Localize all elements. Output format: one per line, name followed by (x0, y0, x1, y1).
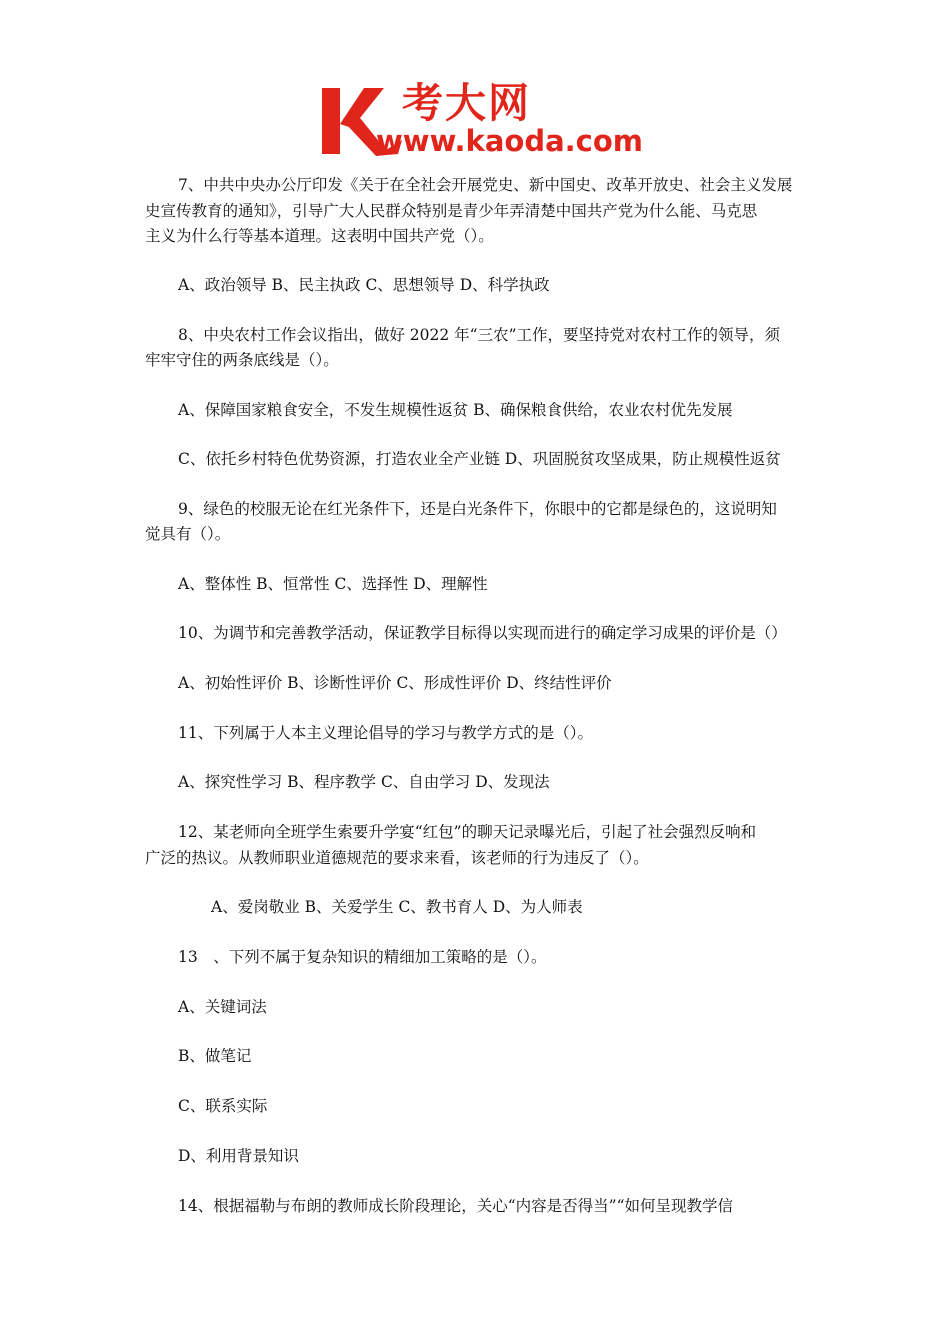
question-11-options: A、探究性学习 B、程序教学 C、自由学习 D、发现法 (178, 773, 550, 791)
question-11-line-1: 11、下列属于人本主义理论倡导的学习与教学方式的是（）。 (178, 724, 593, 742)
brand-name: 考大网 (402, 79, 531, 127)
question-12-line-1: 12、某老师向全班学生索要升学宴“红包”的聊天记录曝光后，引起了社会强烈反响和 (178, 823, 757, 841)
question-12-options: A、爱岗敬业 B、关爱学生 C、教书育人 D、为人师表 (211, 898, 583, 916)
question-8-options-cd: C、依托乡村特色优势资源，打造农业全产业链 D、巩固脱贫攻坚成果，防止规模性返贫 (178, 450, 781, 468)
question-8-options-ab: A、保障国家粮食安全，不发生规模性返贫 B、确保粮食供给，农业农村优先发展 (178, 401, 733, 419)
question-13-option-d: D、利用背景知识 (178, 1147, 299, 1165)
question-13-option-a: A、关键词法 (178, 998, 267, 1016)
question-13-option-c: C、联系实际 (178, 1097, 268, 1115)
question-8-line-1: 8、中央农村工作会议指出，做好 2022 年“三农”工作，要坚持党对农村工作的领导，须 (178, 326, 781, 344)
question-7-line-3: 主义为什么行等基本道理。这表明中国共产党（）。 (145, 227, 494, 245)
question-9-line-2: 觉具有（）。 (145, 525, 231, 543)
question-13-option-b: B、做笔记 (178, 1047, 252, 1065)
question-10-line-1: 10、为调节和完善教学活动，保证教学目标得以实现而进行的确定学习成果的评价是（） (178, 624, 787, 642)
question-13-line-1: 13 、下列不属于复杂知识的精细加工策略的是（）。 (178, 948, 547, 966)
question-7-line-1: 7、中共中央办公厅印发《关于在全社会开展党史、新中国史、改革开放史、社会主义发展 (178, 176, 793, 194)
brand-url: www.kaoda.com (376, 124, 643, 158)
question-10-options: A、初始性评价 B、诊断性评价 C、形成性评价 D、终结性评价 (178, 674, 612, 692)
question-12-line-2: 广泛的热议。从教师职业道德规范的要求来看，该老师的行为违反了（）。 (145, 849, 649, 867)
question-7-options: A、政治领导 B、民主执政 C、思想领导 D、科学执政 (178, 276, 550, 294)
question-8-line-2: 牢牢守住的两条底线是（）。 (145, 351, 339, 369)
question-9-options: A、整体性 B、恒常性 C、选择性 D、理解性 (178, 575, 488, 593)
question-7-line-2: 史宣传教育的通知》，引导广大人民群众特别是青少年弄清楚中国共产党为什么能、马克思 (145, 202, 758, 220)
kaoda-logo (316, 80, 646, 160)
question-14-line-1: 14、根据福勒与布朗的教师成长阶段理论，关心“内容是否得当”“如何呈现教学信 (178, 1197, 733, 1215)
question-9-line-1: 9、绿色的校服无论在红光条件下，还是白光条件下，你眼中的它都是绿色的，这说明知 (178, 500, 777, 518)
